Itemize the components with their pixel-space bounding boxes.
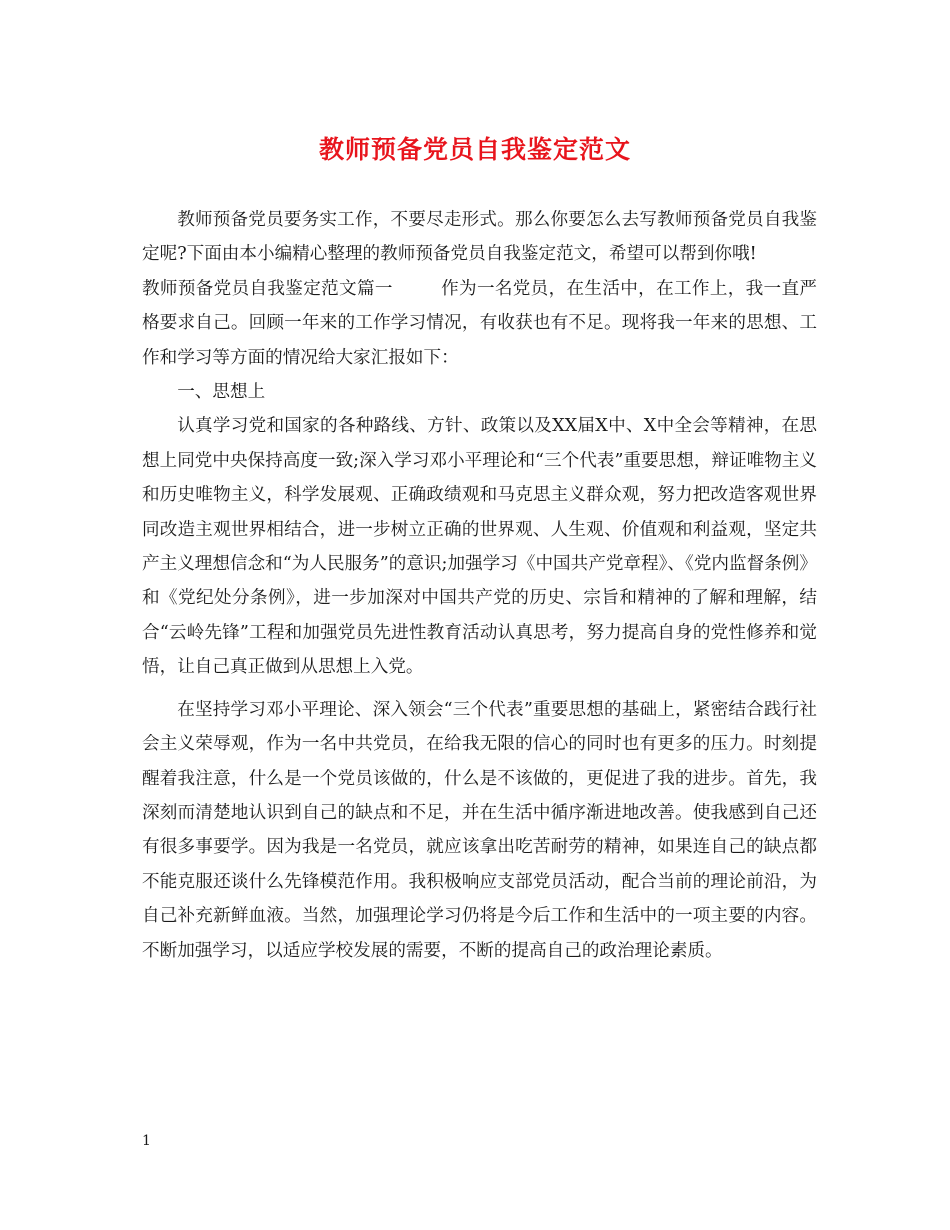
paragraph-gap bbox=[142, 685, 817, 693]
section-text: 作为一名党员，在生活中，在工作上，我一直严格要求自己。回顾一年来的工作学习情况，有收获也有不足。现将我一年来的思想、工作和学习等方面的情况给大家汇报如下： bbox=[142, 278, 817, 368]
document-body bbox=[142, 203, 817, 968]
section-label: 教师预备党员自我鉴定范文篇一 bbox=[142, 278, 393, 299]
section-paragraph bbox=[142, 272, 817, 375]
intro-paragraph: 教师预备党员要务实工作，不要尽走形式。那么你要怎么去写教师预备党员自我鉴定呢?下面由本小编精心整理的教师预备党员自我鉴定范文，希望可以帮到你哦! bbox=[142, 210, 817, 265]
document-title: 教师预备党员自我鉴定范文 bbox=[318, 135, 631, 164]
page-number: 1 bbox=[142, 1133, 151, 1149]
body-paragraph-1: 认真学习党和国家的各种路线、方针、政策以及XX届X中、X中全会等精神，在思想上同党中央保持高度一致;深入学习邓小平理论和“三个代表”重要思想，辩证唯物主义和历史唯物主义，科学发展观、正确政绩观和马克思主义群众观，努力把改造客观世界同改造主观世界相结合，进一步树立正确的世界观、人生观、价值观和利益观，坚定共产主义理想信念和“为人民服务”的意识;加强学习《中国共产党章程》、《党内监督条例》和《党纪处分条例》，进一步加深对中国共产党的历史、宗旨和精神的了解和理解，结合“云岭先锋”工程和加强党员先进性教育活动认真思考，努力提高自身的党性修养和觉悟，让自己真正做到从思想上入党。 bbox=[142, 416, 817, 678]
section-heading-thought: 一、思想上 bbox=[177, 382, 266, 403]
body-paragraph-2: 在坚持学习邓小平理论、深入领会“三个代表”重要思想的基础上，紧密结合践行社会主义荣辱观，作为一名中共党员，在给我无限的信心的同时也有更多的压力。时刻提醒着我注意，什么是一个党员该做的，什么是不该做的，更促进了我的进步。首先，我深刻而清楚地认识到自己的缺点和不足，并在生活中循序渐进地改善。使我感到自己还有很多事要学。因为我是一名党员，就应该拿出吃苦耐劳的精神，如果连自己的缺点都不能克服还谈什么先锋模范作用。我积极响应支部党员活动，配合当前的理论前沿，为自己补充新鲜血液。当然，加强理论学习仍将是今后工作和生活中的一项主要的内容。不断加强学习，以适应学校发展的需要，不断的提高自己的政治理论素质。 bbox=[142, 699, 817, 961]
